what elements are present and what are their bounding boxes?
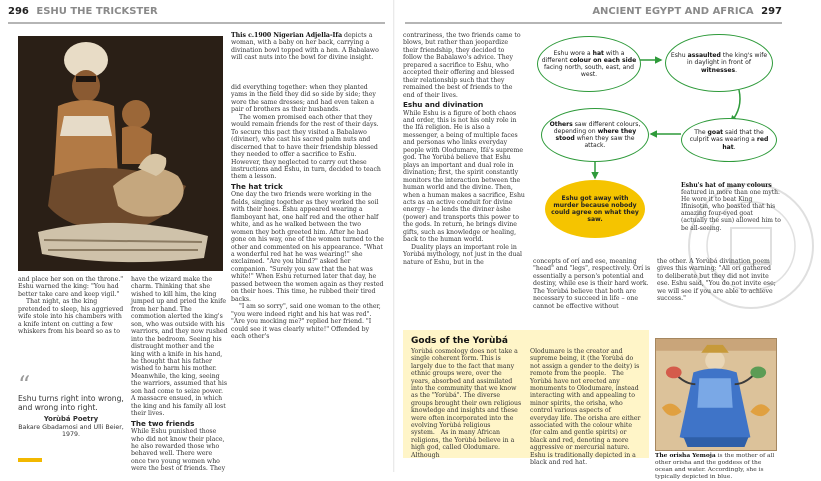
text-span: The [694, 129, 708, 137]
yemoja-illustration [656, 339, 776, 450]
flow-node-text [541, 50, 637, 79]
text-span: saw different colours, depending on [553, 120, 641, 135]
paragraph: the other. A Yorùbá divination poem gives this warning: "All orí gathered to deliberate but they did not invite ese. Eshu said, "You do not invite ese; we will see if you are able to achieve success." [657, 258, 776, 303]
left-page [0, 0, 395, 472]
quote-mark-icon: “ [18, 371, 31, 399]
flow-node-text [685, 129, 773, 151]
left-col-a [18, 276, 124, 336]
text-span: the king's wife in daylight in front of [687, 52, 768, 67]
flow-node-murder [545, 180, 645, 238]
quote-source [18, 416, 124, 439]
right-col-a [403, 32, 525, 266]
right-page-header [403, 6, 782, 22]
text-span: . [735, 66, 738, 74]
caption-body: is the mother of all other orisha and the goddess of the ocean and water. Accordingly, she is typically depicted in blue. [655, 453, 775, 480]
flow-node-text [669, 52, 769, 74]
paragraph: concepts of orí and ese, meaning "head" and "legs", respectively. Orí is essentially a person's potential and destiny, while ese is their hard work. The Yorùbá believe that both are necessary to succeed in life – one cannot be effective without [533, 258, 651, 310]
quote-source-authors: Bakare Gbadamosi and Ulli Beier, 1979. [18, 423, 124, 439]
flow-node-others [541, 108, 649, 162]
right-mid-col1 [533, 258, 653, 310]
left-page-title: ESHU THE TRICKSTER [36, 6, 158, 17]
paragraph: have the wizard make the charm. Thinking that she wished to kill him, the king jumped up and pried the knife from her hand. The commotion alerted the king's son, who was outside with his warriors, and they now rushed into the bedroom. Seeing his distraught mother and the king with a knife in his hand, he thought that his father wished to harm his mother. Meanwhile, the king, seeing the warriors, assumed that his son had come to seize power. A massacre ensued, in which the king and his family all lost their lives. [131, 276, 228, 418]
box-col-1: Yorùbá cosmology does not take a single coherent form. This is largely due to the fact that many ethnic groups were, over the years, absorbed and assimilated into the community that we know as the "Yorùbá". The diverse groups brought their own religious knowledge and insights and these were often incorporated into the evolving Yorùbá religious system. As in many African religions, the Yorùbá believe in a high god, called Olodumare. Although [411, 348, 522, 459]
left-col-b [131, 276, 228, 473]
accent-bar [18, 458, 42, 462]
paragraph: and place her son on the throne." Eshu warned the king: "You had better take care and keep vigil." [18, 276, 124, 298]
left-header-rule [8, 22, 385, 24]
box-col-2: Olodumare is the creator and supreme being, it (the Yorùbá do not assign a gender to the deity) is remote from the people. The Yorùbá have not erected any monuments to Olodumare, instead interacting with and appealing to minor spirits, the orisha, who control various aspects of everyday life. The orisha are either associated with the colour white (for calm and gentle spirits) or black and red, denoting a more aggressive or mercurial nature. Eshu is traditionally depicted in a black and red hat. [530, 348, 641, 467]
paragraph: That night, as the king pretended to sleep, his aggrieved wife stole into his chambers with a knife intent on cutting a few whiskers from his beard so as to [18, 298, 124, 336]
hat-trick-heading: The hat trick [231, 181, 283, 191]
right-page-number: 297 [761, 6, 782, 17]
right-mid-col2 [657, 258, 779, 303]
text-bold: goat [707, 129, 724, 137]
caption-lead: The orisha Yemoja [655, 452, 716, 459]
two-friends-heading: The two friends [131, 418, 195, 428]
paragraph: Duality plays an important role in Yorùbá mythology, not just in the dual nature of Eshu, but in the [403, 243, 523, 266]
text-bold: red hat [722, 136, 769, 151]
caption-body: depicts a woman, with a baby on her back, carrying a divination bowl topped with a hen. A Babalawo will cast nuts into the bowl for divine insight. [231, 32, 379, 62]
left-col-c [231, 84, 385, 340]
paragraph: did everything together: when they planted yams in the field they did so side by side; they wore the same dresses; and had even taken a pair of brothers as their husbands. [231, 84, 376, 114]
caption-lead: This c.1900 Nigerian Adjella-Ifa [231, 32, 343, 39]
text-bold: Others [549, 120, 573, 128]
quote-text: Eshu turns right into wrong, and wrong into right. [18, 394, 124, 412]
right-page [395, 0, 790, 480]
sculpture-illustration [18, 36, 223, 271]
quote-source-title: Yorùbá Poetry [43, 415, 99, 423]
text-span: when they saw the attack. [574, 135, 635, 150]
paragraph: contrariness, the two friends came to blows, but rather than jeopardize their friendship, they decided to follow the Babalawo's advice. They prepared a sacrifice to Eshu, who accepted their offering and blessed their relationship such that they remained the best of friends to the end of their lives. [403, 32, 521, 99]
left-page-number: 296 [8, 6, 29, 17]
left-page-header [8, 6, 387, 22]
text-span: said that the culprit was wearing a [689, 129, 764, 144]
flow-node-assault [665, 34, 773, 92]
divination-heading: Eshu and divination [403, 100, 484, 110]
right-page-title: ANCIENT EGYPT AND AFRICA [592, 6, 754, 17]
text-bold: where they stood [555, 127, 637, 142]
paragraph: One day the two friends were working in the fields, singing together as they worked the soil with their hoes. Eshu appeared wearing a flamboyant hat, one half red and the other half white, and as he walked between the two women they both greeted him. After he had gone on his way, one of the women turned to the other and commented on his appearance. "What a wonderful red hat he was wearing!" she exclaimed. "Are you blind?" asked her companion. "Surely you saw that the hat was white!" When Eshu returned later that day, he passed between the women again as they rested on their hoes. This time, he rubbed their tired backs. [231, 191, 384, 303]
yemoja-caption [655, 452, 777, 481]
text-bold: witnesses [700, 66, 736, 74]
paragraph: While Eshu punished those who did not know their place, he also rewarded those who behaved well. There were once two young women who were the best of friends. They [131, 428, 226, 473]
yemoja-painting [655, 338, 777, 451]
flow-node-text [545, 121, 645, 150]
pull-quote [18, 371, 124, 439]
flow-node-goat [681, 118, 777, 162]
gods-of-yoruba-box [403, 330, 649, 467]
box-title: Gods of the Yorùbá [411, 336, 508, 346]
right-header-rule [405, 22, 782, 24]
text-bold: colour on each side [569, 56, 637, 64]
paragraph: While Eshu is a figure of both chaos and order, this is not his only role in the Ifá religion. He is also a messenger, a being of multiple faces and personas who links everyday people with Olodumare, Ifá's supreme god. The Yorùbá believe that Eshu plays an important and dual role in divination; first, the spirit constantly monitors the interaction between the human world and the divine. Then, when a human makes a sacrifice, Eshu acts as an active conduit for divine energy – he lends the diviner àshe (power) and transports this power to the gods. In return, he brings divine gifts, such as knowledge or healing, back to the human world. [403, 109, 525, 244]
flow-node-text: Eshu got away with murder because nobody could agree on what they saw. [551, 194, 639, 224]
text-bold: hat [592, 49, 604, 57]
flow-node-hat [537, 36, 641, 92]
box-columns [411, 348, 641, 467]
text-bold: assaulted [687, 52, 721, 60]
text-span: with a different [541, 49, 625, 64]
eshu-flowchart [531, 32, 783, 255]
sidebar-text: featured in more than one myth. He wore it to beat King Ifinisotin, who boasted that his amazing four-eyed goat (actually the sun) allowed him to be all-seeing. [681, 189, 781, 232]
sidebar-title: Eshu's hat of many colours [681, 182, 772, 189]
text-span: Eshu wore a [553, 49, 593, 57]
sculpture-caption [231, 32, 385, 62]
paragraph: The women promised each other that they would remain friends for the rest of their days. To secure this pact they visited a Babalawo (diviner), who cast his sacred palm nuts and discerned that to have their friendship blessed they needed to offer a sacrifice to Eshu. However, they neglected to carry out these instructions and Eshu, in turn, decided to teach them a lesson. [231, 113, 381, 181]
adjella-ifa-sculpture-photo [18, 36, 223, 271]
text-span: Eshu [670, 52, 688, 60]
hat-colours-sidebar [681, 182, 781, 232]
text-span: facing north, south, east, and west. [543, 64, 635, 79]
text-span: . [733, 143, 736, 151]
paragraph: "I am so sorry", said one woman to the other, "you were indeed right and his hat was red". "Are you mocking me?" replied her friend. "I could see it was clearly white!" Offended by each other's [231, 303, 381, 340]
